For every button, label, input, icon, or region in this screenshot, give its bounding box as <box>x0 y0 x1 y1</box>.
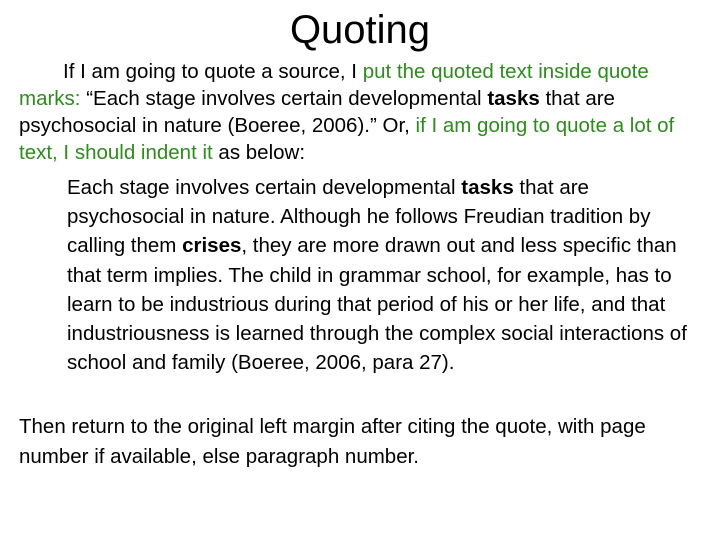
quote-text-3: , they are more drawn out and less specific than that term implies. The child in grammar school, for example, has to learn to be industrious during that period of his or her life, and that industriousness is learned through the complex social interactions of school and family (Boeree, 2006, para 27). <box>67 234 687 375</box>
intro-text-3: that are psychosocial in nature (Boeree, 2006).” Or, <box>19 87 615 137</box>
intro-text-2: “Each stage involves certain developmental <box>80 87 488 110</box>
intro-paragraph <box>19 58 699 166</box>
quote-text-2: that are psychosocial in nature. Although he follows Freudian tradition by calling them <box>67 176 651 258</box>
block-quote <box>67 173 707 377</box>
quote-bold-tasks: tasks <box>461 176 514 199</box>
intro-text-1: If I am going to quote a source, I <box>63 60 363 83</box>
quote-bold-crises: crises <box>182 234 242 258</box>
slide-title: Quoting <box>289 8 431 52</box>
intro-text-4: as below: <box>212 141 306 164</box>
quote-text-1: Each stage involves certain developmental <box>67 176 462 199</box>
intro-highlight-1: put the quoted text inside quote marks: <box>19 60 649 110</box>
intro-highlight-2: if I am going to quote a lot of text, I should indent it <box>19 114 675 164</box>
closing-paragraph: Then return to the original left margin after citing the quote, with page number if available, else paragraph number. <box>19 415 646 468</box>
intro-bold-tasks: tasks <box>487 87 540 110</box>
